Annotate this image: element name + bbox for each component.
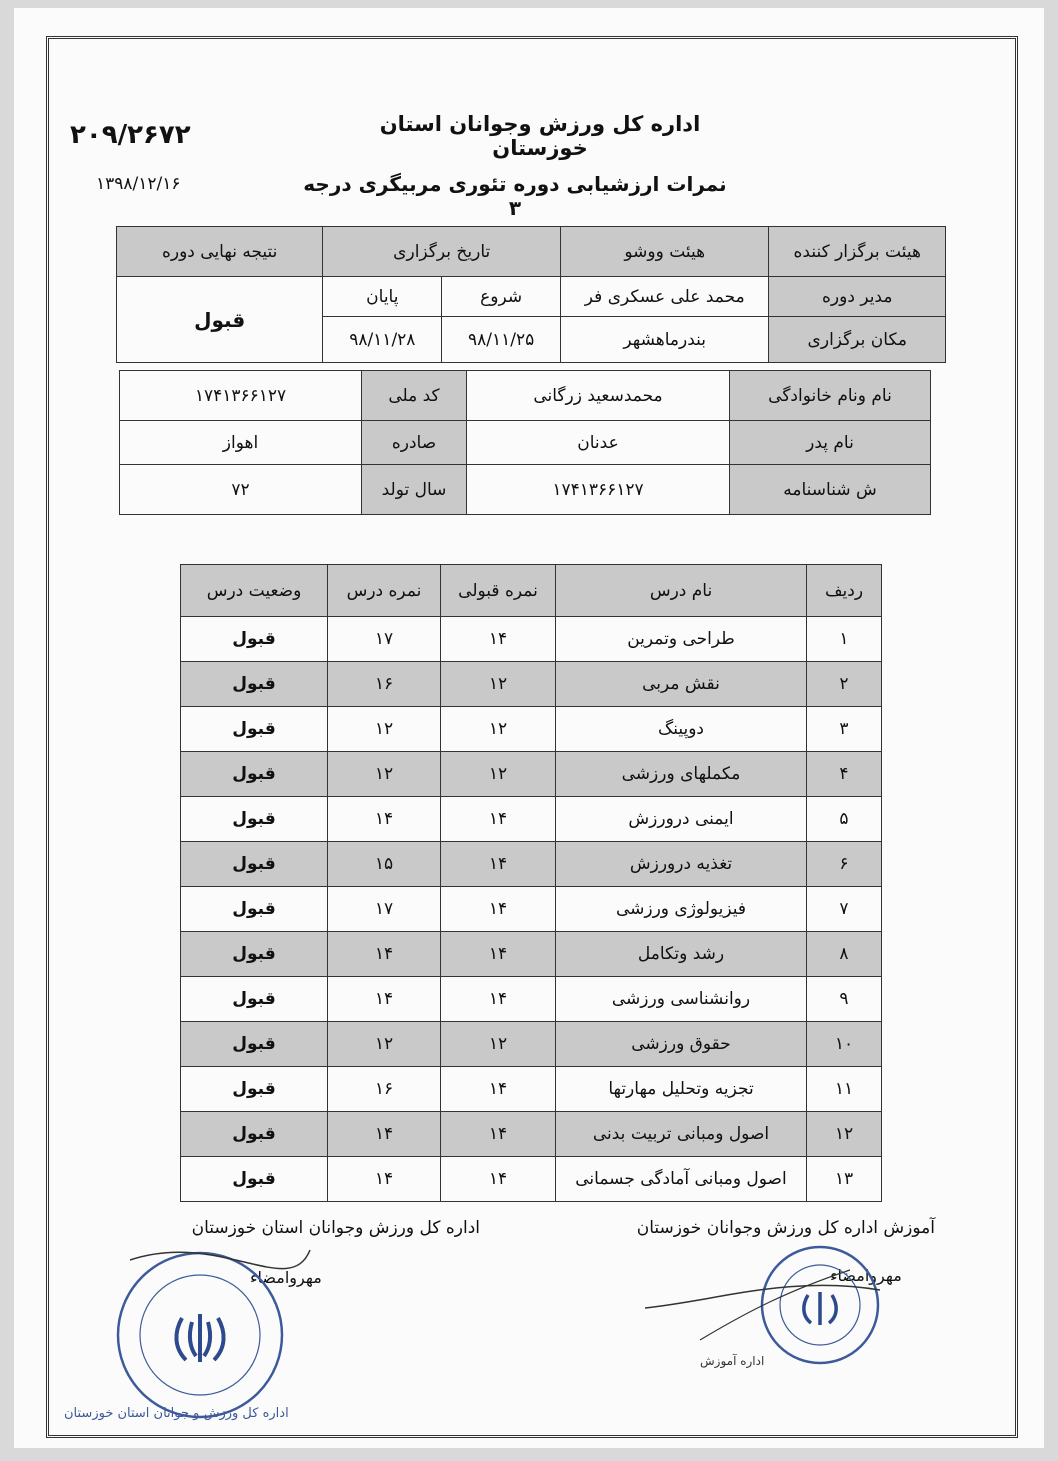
course-score-cell: ۱۲: [328, 1022, 441, 1067]
course-name-cell: ایمنی درورزش: [556, 797, 807, 842]
course-status-cell: قبول: [181, 1112, 328, 1157]
id-number-label: ش شناسنامه: [730, 465, 931, 515]
left-signature-label: مهروامضاء: [250, 1268, 322, 1287]
document-date: ۱۳۹۸/۱۲/۱۶: [96, 174, 181, 194]
left-stamp-text: اداره کل ورزش و جوانان استان خوزستان: [64, 1406, 289, 1421]
manager-label: مدیر دوره: [769, 277, 946, 317]
course-name-cell: روانشناسی ورزشی: [556, 977, 807, 1022]
course-status-cell: قبول: [181, 1157, 328, 1202]
course-name-cell: طراحی وتمرین: [556, 617, 807, 662]
right-signature-label: مهروامضاء: [830, 1266, 902, 1285]
course-name-cell: رشد وتکامل: [556, 932, 807, 977]
row-number-cell: ۵: [807, 797, 882, 842]
course-score-cell: ۱۴: [328, 1112, 441, 1157]
table-row: [181, 707, 882, 752]
course-status-cell: قبول: [181, 932, 328, 977]
table-row: [181, 797, 882, 842]
right-stamp: [640, 1230, 900, 1380]
row-number-cell: ۷: [807, 887, 882, 932]
course-score-cell: ۱۴: [328, 977, 441, 1022]
table-row: [181, 932, 882, 977]
location-label: مکان برگزاری: [769, 317, 946, 363]
table-row: [181, 1022, 882, 1067]
row-number-cell: ۱: [807, 617, 882, 662]
row-number-cell: ۱۱: [807, 1067, 882, 1112]
row-number-cell: ۲: [807, 662, 882, 707]
course-info-table: [116, 226, 946, 363]
grades-table: [180, 564, 882, 1202]
date-label: تاریخ برگزاری: [323, 227, 561, 277]
table-row: [181, 887, 882, 932]
start-label: شروع: [442, 277, 561, 317]
national-id-label: کد ملی: [362, 371, 467, 421]
pass-score-cell: ۱۲: [441, 662, 556, 707]
right-signature-org: آموزش اداره کل ورزش وجوانان خوزستان: [636, 1218, 935, 1238]
course-score-cell: ۱۷: [328, 617, 441, 662]
table-row: [181, 1112, 882, 1157]
document-subtitle: نمرات ارزشیابی دوره تئوری مربیگری درجه ۳: [303, 172, 727, 220]
row-number-cell: ۳: [807, 707, 882, 752]
row-number-cell: ۱۳: [807, 1157, 882, 1202]
father-label: نام پدر: [730, 421, 931, 465]
course-status-cell: قبول: [181, 797, 328, 842]
course-name-cell: اصول ومبانی آمادگی جسمانی: [556, 1157, 807, 1202]
course-score-cell: ۱۶: [328, 662, 441, 707]
pass-score-cell: ۱۴: [441, 1157, 556, 1202]
row-number-cell: ۶: [807, 842, 882, 887]
course-name-cell: دوپینگ: [556, 707, 807, 752]
result-label: نتیجه نهایی دوره: [117, 227, 323, 277]
course-score-cell: ۱۶: [328, 1067, 441, 1112]
manager-value: محمد علی عسکری فر: [560, 277, 769, 317]
document-number: ۲۰۹/۲۶۷۲: [70, 120, 191, 150]
id-number-value: ۱۷۴۱۳۶۶۱۲۷: [467, 465, 730, 515]
table-row: [181, 842, 882, 887]
pass-score-cell: ۱۲: [441, 752, 556, 797]
issued-value: اهواز: [120, 421, 362, 465]
pass-score-cell: ۱۴: [441, 617, 556, 662]
course-status-cell: قبول: [181, 752, 328, 797]
course-status-cell: قبول: [181, 707, 328, 752]
table-row: [181, 977, 882, 1022]
end-value: ۹۸/۱۱/۲۸: [323, 317, 442, 363]
course-status-cell: قبول: [181, 1067, 328, 1112]
organizer-label: هیئت برگزار کننده: [769, 227, 946, 277]
course-status-cell: قبول: [181, 617, 328, 662]
emblem-icon: [176, 1314, 223, 1362]
issued-label: صادره: [362, 421, 467, 465]
header-row-number: ردیف: [807, 565, 882, 617]
left-stamp: [60, 1240, 320, 1430]
grades-header-row: [181, 565, 882, 617]
course-name-cell: نقش مربی: [556, 662, 807, 707]
course-score-cell: ۱۵: [328, 842, 441, 887]
course-name-cell: تجزیه وتحلیل مهارتها: [556, 1067, 807, 1112]
pass-score-cell: ۱۲: [441, 1022, 556, 1067]
pass-score-cell: ۱۴: [441, 1067, 556, 1112]
course-score-cell: ۱۲: [328, 752, 441, 797]
table-row: [181, 617, 882, 662]
course-status-cell: قبول: [181, 887, 328, 932]
row-number-cell: ۱۲: [807, 1112, 882, 1157]
birth-year-label: سال تولد: [362, 465, 467, 515]
course-name-cell: اصول ومبانی تربیت بدنی: [556, 1112, 807, 1157]
birth-year-value: ۷۲: [120, 465, 362, 515]
start-value: ۹۸/۱۱/۲۵: [442, 317, 561, 363]
left-signature-org: اداره کل ورزش وجوانان استان خوزستان: [191, 1218, 480, 1238]
father-value: عدنان: [467, 421, 730, 465]
end-label: پایان: [323, 277, 442, 317]
location-value: بندرماهشهر: [560, 317, 769, 363]
row-number-cell: ۸: [807, 932, 882, 977]
emblem-icon: [804, 1292, 836, 1325]
course-status-cell: قبول: [181, 662, 328, 707]
pass-score-cell: ۱۴: [441, 977, 556, 1022]
row-number-cell: ۱۰: [807, 1022, 882, 1067]
pass-score-cell: ۱۴: [441, 887, 556, 932]
header-pass-score: نمره قبولی: [441, 565, 556, 617]
name-value: محمدسعید زرگانی: [467, 371, 730, 421]
name-label: نام ونام خانوادگی: [730, 371, 931, 421]
organizer-value: هیئت ووشو: [560, 227, 769, 277]
table-row: [181, 1067, 882, 1112]
person-info-table: [119, 370, 931, 515]
header-course-score: نمره درس: [328, 565, 441, 617]
course-score-cell: ۱۴: [328, 797, 441, 842]
pass-score-cell: ۱۴: [441, 932, 556, 977]
pass-score-cell: ۱۲: [441, 707, 556, 752]
course-name-cell: فیزیولوژی ورزشی: [556, 887, 807, 932]
result-value: قبول: [117, 277, 323, 363]
header-course-status: وضعیت درس: [181, 565, 328, 617]
table-row: [181, 662, 882, 707]
course-name-cell: حقوق ورزشی: [556, 1022, 807, 1067]
course-score-cell: ۱۲: [328, 707, 441, 752]
row-number-cell: ۴: [807, 752, 882, 797]
right-stamp-text: اداره آموزش: [700, 1354, 765, 1368]
pass-score-cell: ۱۴: [441, 842, 556, 887]
course-name-cell: مکملهای ورزشی: [556, 752, 807, 797]
header-course-name: نام درس: [556, 565, 807, 617]
national-id-value: ۱۷۴۱۳۶۶۱۲۷: [120, 371, 362, 421]
course-score-cell: ۱۷: [328, 887, 441, 932]
document-title: اداره کل ورزش وجوانان استان خوزستان: [379, 112, 701, 160]
table-row: [181, 752, 882, 797]
course-score-cell: ۱۴: [328, 1157, 441, 1202]
pass-score-cell: ۱۴: [441, 797, 556, 842]
pass-score-cell: ۱۴: [441, 1112, 556, 1157]
table-row: [181, 1157, 882, 1202]
course-score-cell: ۱۴: [328, 932, 441, 977]
course-status-cell: قبول: [181, 977, 328, 1022]
row-number-cell: ۹: [807, 977, 882, 1022]
course-status-cell: قبول: [181, 842, 328, 887]
course-status-cell: قبول: [181, 1022, 328, 1067]
course-name-cell: تغذیه درورزش: [556, 842, 807, 887]
